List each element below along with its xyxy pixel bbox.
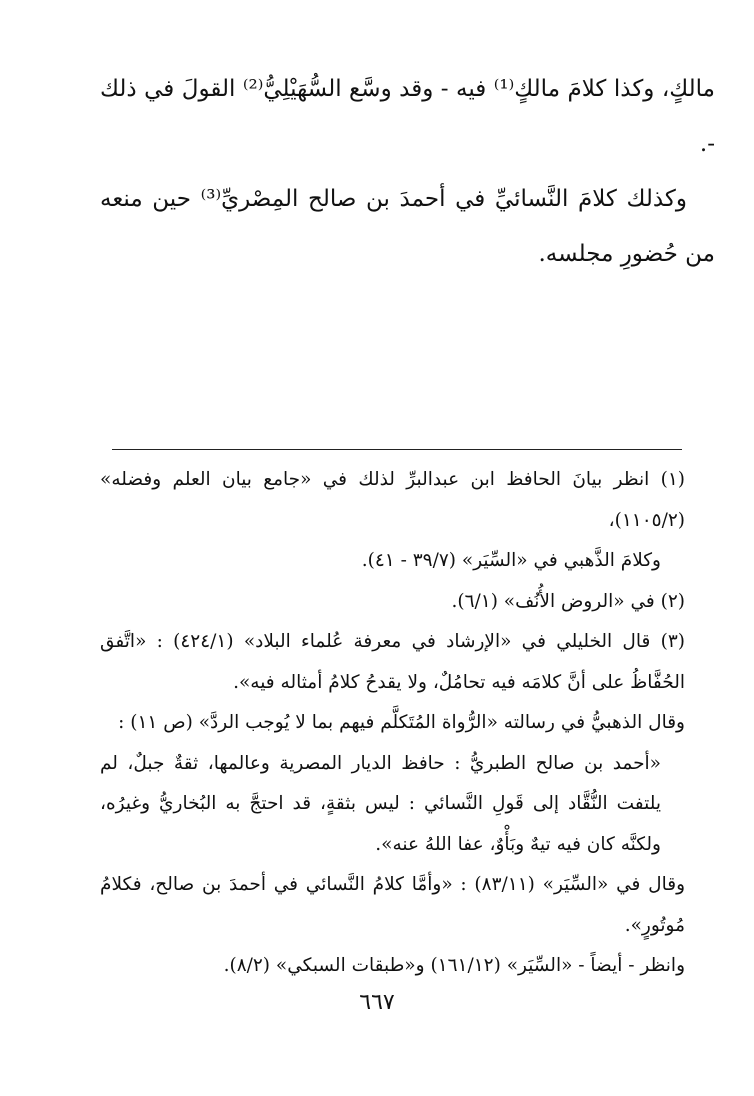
footnotes-block [100,460,685,987]
footnote-3: (٣) قال الخليلي في «الإرشاد في معرفة عُلماء البلاد» (٤٢٤/١) : «اتَّفق الحُفَّاظُ على أنَّ كلامَه فيه تحامُلٌ، ولا يقدحُ كلامُ أمثاله فيه». [100,631,685,693]
footnote-3-dhahabi-quote: «أحمد بن صالح الطبريُّ : حافظ الديار المصرية وعالمها، ثقةٌ جبلٌ، لم يلتفت النُّقَّاد إلى قَولِ النَّسائي : ليس بثقةٍ، قد احتجَّ به البُخاريُّ وغيرُه، ولكنَّه كان فيه تيهٌ وبَأْوٌ، عفا اللهُ عنه». [100,752,661,855]
page-number: ٦٦٧ [359,990,395,1015]
footnote-1-continuation: وكلامَ الذَّهبي في «السِّيَر» (٣٩/٧ - ٤١). [361,550,661,571]
footnote-2: (٢) في «الروض الأُنُف» (٦/١). [451,590,685,612]
footnote-3-siyar-quote: وقال في «السِّيَر» (٨٣/١١) : «وأمَّا كلامُ النَّسائي في أحمدَ بن صالح، فكلامُ مُوتُورٍ». [100,874,686,936]
footnote-divider [112,449,682,450]
footnote-1: (١) انظر بيانَ الحافظ ابن عبدالبرِّ لذلك في «جامع بيان العلم وفضله» (١١٠٥/٢)، [100,469,685,531]
main-paragraph-1: مالكٍ، وكذا كلامَ مالكٍ⁽¹⁾ فيه - وقد وسَّع السُّهَيْلِيُّ⁽²⁾ القولَ في ذلك -. [100,76,715,157]
footnote-3-dhahabi-intro: وقال الذهبيُّ في رسالته «الرُّواة المُتَكلَّم فيهم بما لا يُوجب الردَّ» (ص ١١) : [118,712,685,733]
footnote-3-see-also: وانظر - أيضاً - «السِّيَر» (١٦١/١٢) و«طبقات السبكي» (٨/٢). [223,955,685,976]
main-paragraph-2: وكذلك كلامَ النَّسائيِّ في أحمدَ بن صالح المِصْريِّ⁽³⁾ حين منعه من حُضورِ مجلسه. [100,186,715,267]
main-text-block [100,62,715,282]
